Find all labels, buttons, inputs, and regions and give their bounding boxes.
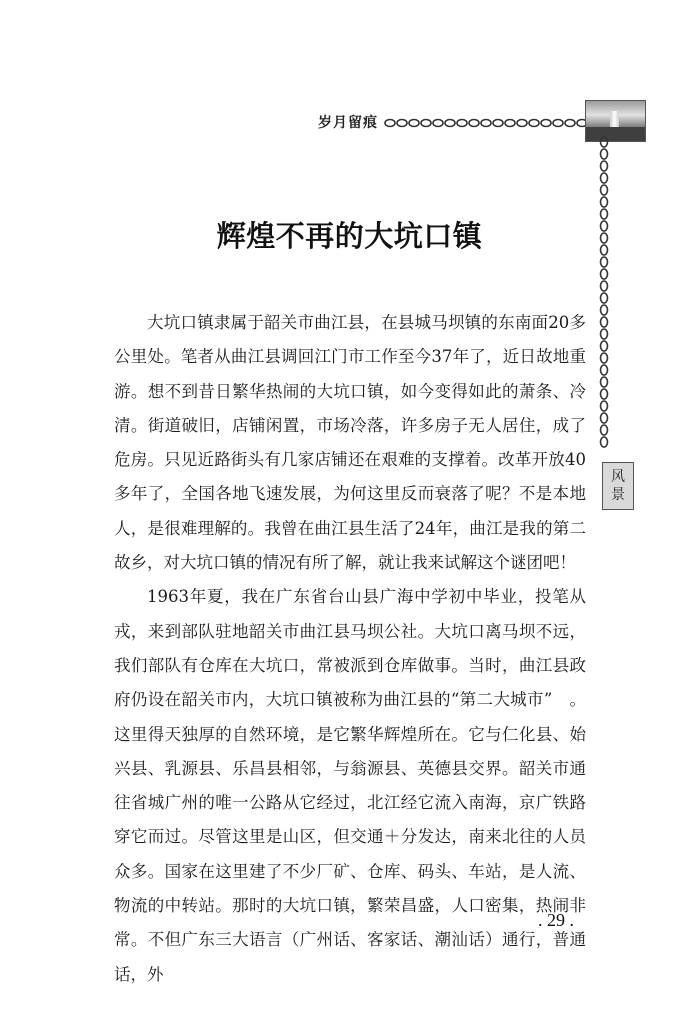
- landscape-thumbnail-image: [585, 100, 646, 142]
- side-tab-char-1: 风: [611, 469, 625, 485]
- article-title: 辉煌不再的大坑口镇: [216, 219, 483, 253]
- cliff-shape: [586, 127, 645, 141]
- page-number: . 29 .: [538, 910, 574, 930]
- article-body: [114, 306, 586, 992]
- paragraph-1: 大坑口镇隶属于韶关市曲江县，在县城马坝镇的东南面20多公里处。笔者从曲江县调回江门市工作至今37年了，近日故地重游。想不到昔日繁华热闹的大坑口镇，如今变得如此的萧条、冷清。街道破旧，店铺闲置，市场冷落，许多房子无人居住，成了危房。只见近路街头有几家店铺还在艰难的支撑着。改革开放40多年了，全国各地飞速发展，为何这里反而衰落了呢？不是本地人，是很难理解的。我曾在曲江县生活了24年，曲江是我的第二故乡，对大坑口镇的情况有所了解，就让我来试解这个谜团吧！: [114, 313, 586, 573]
- section-label: 岁月留痕: [318, 115, 378, 131]
- side-section-tab: [602, 462, 634, 510]
- side-tab-char-2: 景: [611, 487, 625, 503]
- side-ornament-border: [596, 136, 612, 454]
- header-ornament-border: [384, 115, 598, 131]
- paragraph-2: 1963年夏，我在广东省台山县广海中学初中毕业，投笔从戎，来到部队驻地韶关市曲江县马坝公社。大坑口离马坝不远，我们部队有仓库在大坑口，常被派到仓库做事。当时，曲江县政府仍设在韶关市内，大坑口镇被称为曲江县的“第二大城市” 。这里得天独厚的自然环境，是它繁华辉煌所在。它与仁化县、始兴县、乳源县、乐昌县相邻，与翁源县、英德县交界。韶关市通往省城广州的唯一公路从它经过，北江经它流入南海，京广铁路穿它而过。尽管这里是山区，但交通＋分发达，南来北往的人员众多。国家在这里建了不少厂矿、仓库、码头、车站，是人流、物流的中转站。那时的大坑口镇，繁荣昌盛，人口密集，热闹非常。不但广东三大语言（广州话、客家话、潮汕话）通行，普通话，外: [114, 587, 586, 984]
